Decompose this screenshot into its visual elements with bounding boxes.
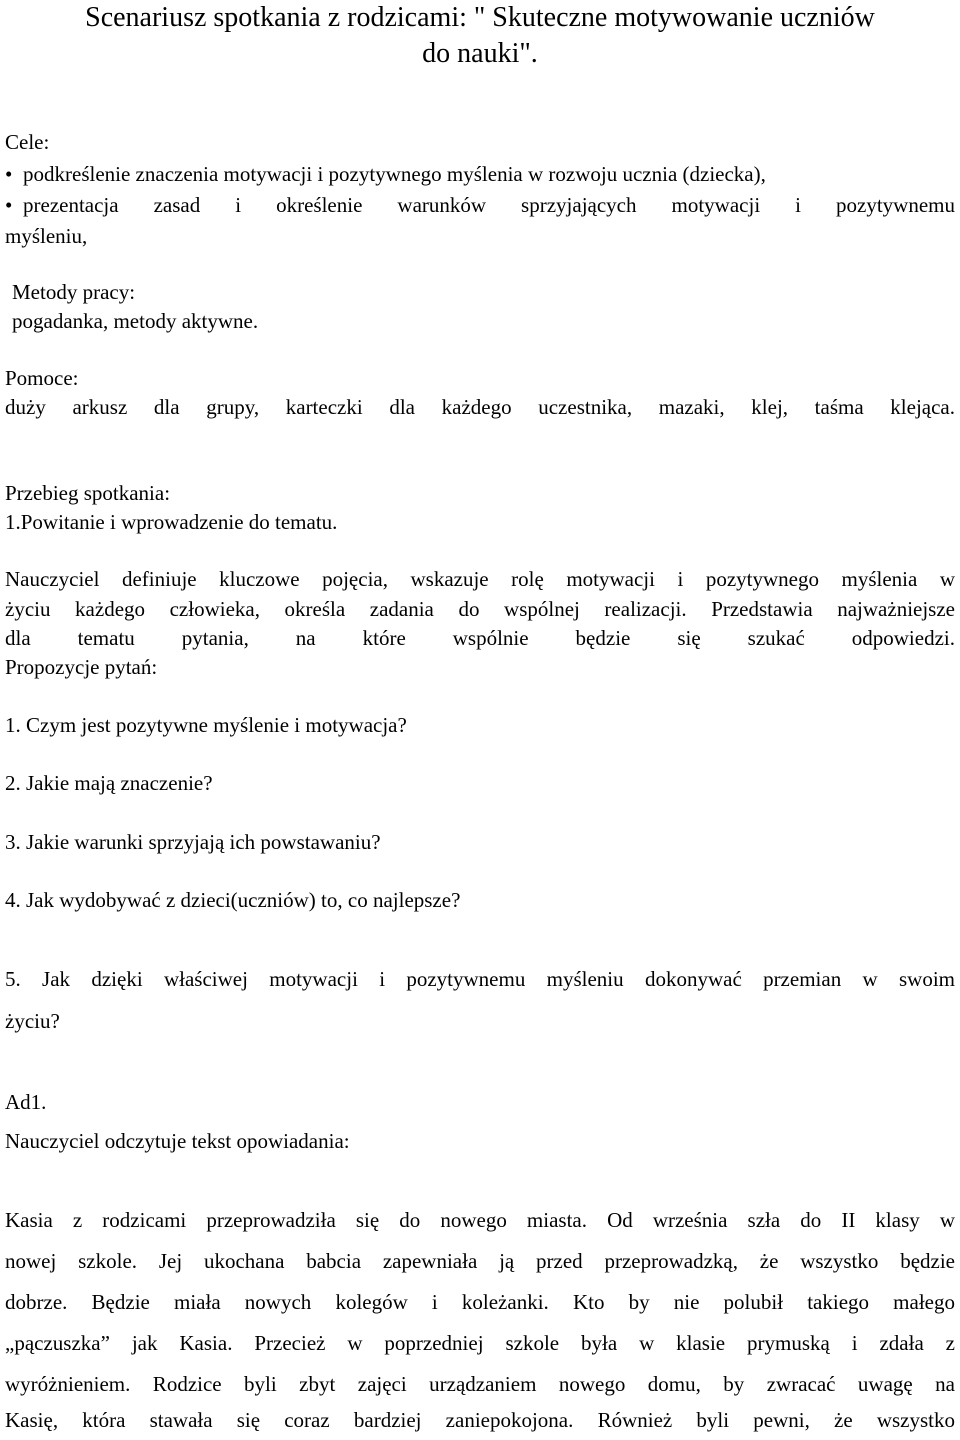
story-line-5: wyróżnieniem. Rodzice byli zbyt zajęci urządzaniem nowego domu, by zwracać uwagę na (5, 1372, 955, 1396)
goal-item-2 (5, 193, 955, 218)
intro-line-1: Nauczyciel definiuje kluczowe pojęcia, wskazuje rolę motywacji i pozytywnego myślenia w (5, 567, 955, 591)
goal-item-1-text: podkreślenie znaczenia motywacji i pozytywnego myślenia w rozwoju ucznia (dziecka), (23, 162, 766, 186)
ad1-intro: Nauczyciel odczytuje tekst opowiadania: (5, 1129, 350, 1153)
question-5-line-2: życiu? (5, 1009, 60, 1033)
intro-line-3: dla tematu pytania, na które wspólnie będzie się szukać odpowiedzi. (5, 626, 955, 650)
goal-item-1 (5, 162, 766, 187)
goal-item-2-cont: myśleniu, (5, 224, 88, 248)
methods-heading: Metody pracy: (12, 280, 136, 304)
question-4: 4. Jak wydobywać z dzieci(uczniów) to, co najlepsze? (5, 888, 461, 912)
questions-heading: Propozycje pytań: (5, 655, 158, 679)
title-line-2: do nauki". (422, 38, 538, 69)
question-3: 3. Jakie warunki sprzyjają ich powstawaniu? (5, 830, 381, 854)
question-5-line-1: 5. Jak dzięki właściwej motywacji i pozytywnemu myśleniu dokonywać przemian w swoim (5, 967, 955, 991)
story-line-2: nowej szkole. Jej ukochana babcia zapewniała ją przed przeprowadzką, że wszystko będzie (5, 1249, 955, 1273)
document-title (5, 0, 955, 72)
question-2: 2. Jakie mają znaczenie? (5, 771, 213, 795)
story-line-6: Kasię, która stawała się coraz bardziej zaniepokojona. Również byli pewni, że wszystko (5, 1408, 955, 1432)
intro-line-2: życiu każdego człowieka, określa zadania do wspólnej realizacji. Przedstawia najważniejsze (5, 597, 955, 621)
bullet: • (5, 193, 13, 217)
goals-heading: Cele: (5, 130, 50, 154)
bullet: • (5, 162, 13, 186)
aids-heading: Pomoce: (5, 366, 79, 390)
story-line-3: dobrze. Będzie miała nowych kolegów i koleżanki. Kto by nie polubił takiego małego (5, 1290, 955, 1314)
aids-text: duży arkusz dla grupy, karteczki dla każdego uczestnika, mazaki, klej, taśma klejąca. (5, 395, 955, 419)
question-1: 1. Czym jest pozytywne myślenie i motywacja? (5, 713, 407, 737)
course-step-1: 1.Powitanie i wprowadzenie do tematu. (5, 510, 338, 534)
goal-item-2-text: prezentacja zasad i określenie warunków sprzyjających motywacji i pozytywnemu (23, 193, 955, 217)
course-heading: Przebieg spotkania: (5, 481, 171, 505)
story-line-1: Kasia z rodzicami przeprowadziła się do nowego miasta. Od września szła do II klasy w (5, 1208, 955, 1232)
story-line-4: „pączuszka” jak Kasia. Przecież w poprzedniej szkole była w klasie prymuską i zdała z (5, 1331, 955, 1355)
title-line-1: Scenariusz spotkania z rodzicami: " Skuteczne motywowanie uczniów (85, 2, 875, 33)
methods-text: pogadanka, metody aktywne. (12, 309, 259, 333)
ad1-heading: Ad1. (5, 1090, 47, 1114)
